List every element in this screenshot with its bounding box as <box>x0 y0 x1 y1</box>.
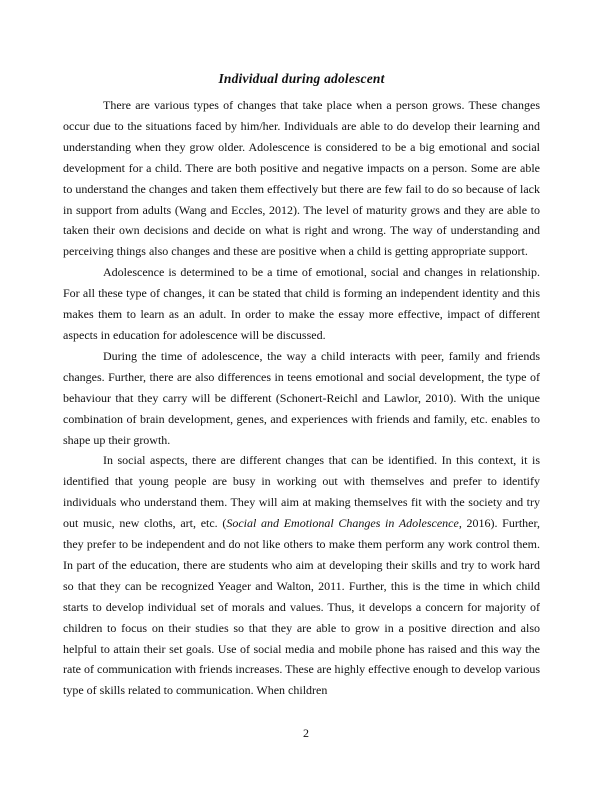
document-body <box>63 95 540 728</box>
document-title: Individual during adolescent <box>218 71 385 86</box>
text-run: In social aspects, there are different changes that can be identified. In this context, it is identified that young people are busy in working out with themselves and prefer to identify individuals who understand them. They will aim at making themselves fit with the society and try out music, new cloths, art, etc. ( <box>63 453 540 531</box>
text-run: , 2016). Further, they prefer to be independent and do not like others to make them perform any work control them. In part of the education, there are students who aim at developing their skills and try to work hard so that they can be recognized Yeager and Walton, 2011. Further, this is the time in which child starts to develop individual set of morals and values. Thus, it develops a concern for majority of children to focus on their studies so that they are able to grow in a positive direction and also helpful to attain their set goals. Use of social media and mobile phone has raised and this way the rate of communication with friends increases. These are highly effective enough to develop various type of skills related to communication. When children <box>63 516 540 698</box>
text-run: During the time of adolescence, the way a child interacts with peer, family and friends changes. Further, there are also differences in teens emotional and social development, the type of behaviour that they carry will be different (Schonert-Reichl and Lawlor, 2010). With the unique combination of brain development, genes, and experiences with friends and family, etc. enables to shape up their growth. <box>63 348 540 447</box>
paragraph <box>63 95 540 262</box>
paragraph <box>63 262 540 346</box>
text-run: Adolescence is determined to be a time of emotional, social and changes in relationship. For all these type of changes, it can be stated that child is forming an independent identity and this makes them to learn as an adult. In order to make the essay more effective, impact of different aspects in education for adolescence will be discussed. <box>63 265 540 342</box>
paragraph <box>63 346 540 451</box>
italic-text-run: Social and Emotional Changes in Adolescence <box>226 516 459 531</box>
text-run: There are various types of changes that take place when a person grows. These changes occur due to the situations faced by him/her. Individuals are able to do develop their learning and understanding when they grow older. Adolescence is considered to be a big emotional and social development for a child. There are both positive and negative impacts on a person. Some are able to understand the changes and taken them effectively but there are few fail to do so because of lack in support from adults (Wang and Eccles, 2012). The level of maturity grows and they are able to taken their own decisions and decide on what is right and wrong. The way of understanding and perceiving things also changes and these are positive when a child is getting appropriate support. <box>63 98 540 259</box>
paragraph <box>63 450 540 701</box>
page-number: 2 <box>303 726 309 740</box>
